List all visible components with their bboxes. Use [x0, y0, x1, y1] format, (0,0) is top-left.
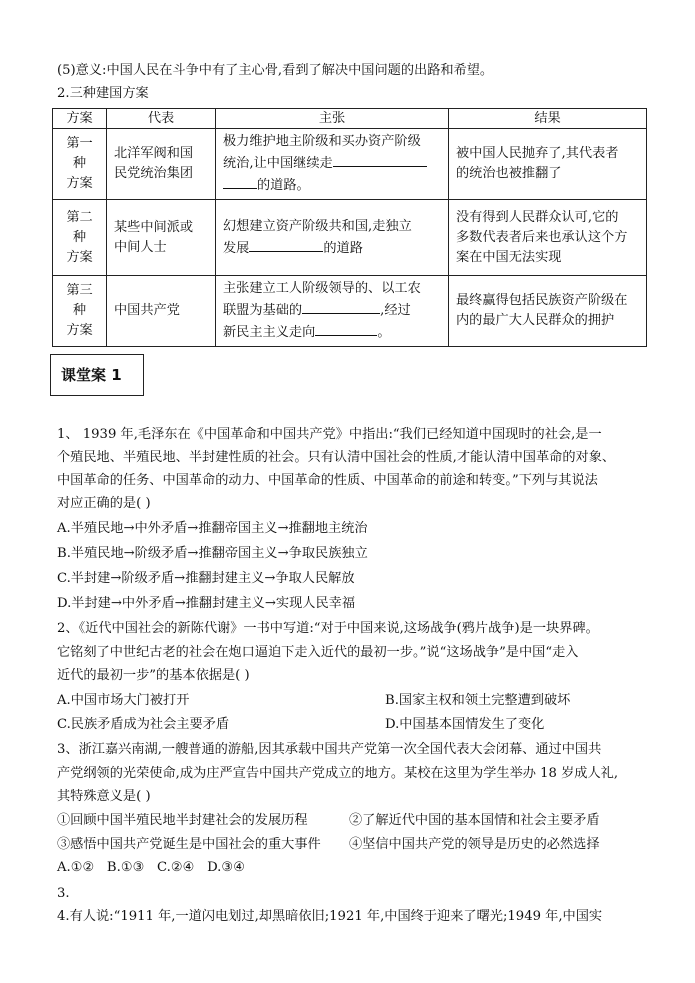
proposition-cell: 主张建立工人阶级领导的、以工农 联盟为基础的 ,经过 新民主主义走向 。	[216, 276, 449, 347]
question-2-options-row	[57, 691, 571, 711]
question-1-option-d[interactable]: D.半封建→中外矛盾→推翻封建主义→实现人民幸福	[57, 596, 356, 611]
question-1-stem: 对应正确的是( )	[57, 496, 151, 511]
question-3-items-row	[57, 811, 600, 831]
question-2-options-row	[57, 715, 545, 735]
table-header-row	[53, 109, 647, 129]
fill-blank[interactable]	[249, 237, 323, 252]
table-row	[53, 129, 647, 200]
fill-blank[interactable]	[333, 152, 427, 167]
question-3-options[interactable]: A.①② B.①③ C.②④ D.③④	[57, 860, 246, 875]
fill-blank[interactable]	[315, 321, 377, 336]
proposition-cell: 幻想建立资产阶级共和国,走独立 发展 的道路	[216, 200, 449, 276]
question-3-item: ①回顾中国半殖民地半封建社会的发展历程	[57, 813, 308, 828]
question-3-blank-number: 3.	[57, 886, 70, 901]
header-proposition: 主张	[216, 109, 449, 129]
plan-cell: 第三种 方案	[53, 276, 107, 347]
question-3-items-row	[57, 835, 600, 855]
question-3-stem: 3、浙江嘉兴南湖,一艘普通的游船,因其承载中国共产党第一次全国代表大会闭幕、通过中国共	[57, 742, 602, 757]
question-1-stem: 个殖民地、半殖民地、半封建性质的社会。只有认清中国社会的性质,才能认清中国革命的对象、	[57, 450, 616, 465]
section-box-label: 课堂案 1	[50, 354, 144, 396]
question-2-option-b[interactable]: B.国家主权和领土完整遭到破坏	[385, 693, 571, 708]
result-cell: 被中国人民抛弃了,其代表者 的统治也被推翻了	[449, 129, 647, 200]
question-3-item: ②了解近代中国的基本国情和社会主要矛盾	[349, 813, 600, 828]
plan-cell: 第二种 方案	[53, 200, 107, 276]
result-cell: 没有得到人民群众认可,它的 多数代表者后来也承认这个方 案在中国无法实现	[449, 200, 647, 276]
question-2-option-d[interactable]: D.中国基本国情发生了变化	[385, 717, 545, 732]
significance-line: (5)意义:中国人民在斗争中有了主心骨,看到了解决中国问题的出路和希望。	[57, 63, 494, 78]
result-cell: 最终赢得包括民族资产阶级在 内的最广大人民群众的拥护	[449, 276, 647, 347]
question-1-option-c[interactable]: C.半封建→阶级矛盾→推翻封建主义→争取人民解放	[57, 571, 355, 586]
section-title: 2.三种建国方案	[57, 86, 149, 101]
question-2-option-c[interactable]: C.民族矛盾成为社会主要矛盾	[57, 717, 230, 732]
representative-cell: 某些中间派或 中间人士	[107, 200, 216, 276]
representative-cell: 中国共产党	[107, 276, 216, 347]
plans-table	[52, 108, 647, 347]
question-4-stem: 4.有人说:“1911 年,一道闪电划过,却黑暗依旧;1921 年,中国终于迎来了曙光;1949 年,中国实	[57, 909, 603, 924]
question-1-stem: 中国革命的任务、中国革命的动力、中国革命的性质、中国革命的前途和转变。”下列与其说法	[57, 473, 598, 488]
header-plan: 方案	[53, 109, 107, 129]
question-3-item: ③感悟中国共产党诞生是中国社会的重大事件	[57, 837, 321, 852]
header-result: 结果	[449, 109, 647, 129]
question-2-stem: 近代的最初一步”的基本依据是( )	[57, 668, 250, 683]
proposition-cell: 极力维护地主阶级和买办资产阶级 统治,让中国继续走 的道路。	[216, 129, 449, 200]
table-row	[53, 276, 647, 347]
question-3-item: ④坚信中国共产党的领导是历史的必然选择	[349, 837, 600, 852]
question-2-stem: 2、《近代中国社会的新陈代谢》一书中写道:“对于中国来说,这场战争(鸦片战争)是一块界碑。	[57, 621, 599, 636]
question-2-stem: 它铭刻了中世纪古老的社会在炮口逼迫下走入近代的最初一步。”说“这场战争”是中国“走入	[57, 645, 579, 660]
question-1-option-a[interactable]: A.半殖民地→中外矛盾→推翻帝国主义→推翻地主统治	[57, 521, 368, 536]
representative-cell: 北洋军阀和国 民党统治集团	[107, 129, 216, 200]
fill-blank[interactable]	[223, 174, 257, 189]
table-row	[53, 200, 647, 276]
fill-blank[interactable]	[302, 299, 380, 314]
question-1-option-b[interactable]: B.半殖民地→阶级矛盾→推翻帝国主义→争取民族独立	[57, 546, 368, 561]
question-1-stem: 1、 1939 年,毛泽东在《中国革命和中国共产党》中指出:“我们已经知道中国现时的社会,是一	[57, 427, 602, 442]
plan-cell: 第一种 方案	[53, 129, 107, 200]
question-3-stem: 产党纲领的光荣使命,成为庄严宣告中国共产党成立的地方。某校在这里为学生举办 18 岁成人礼,	[57, 766, 619, 781]
question-2-option-a[interactable]: A.中国市场大门被打开	[57, 693, 190, 708]
question-3-stem: 其特殊意义是( )	[57, 789, 151, 804]
header-representative: 代表	[107, 109, 216, 129]
